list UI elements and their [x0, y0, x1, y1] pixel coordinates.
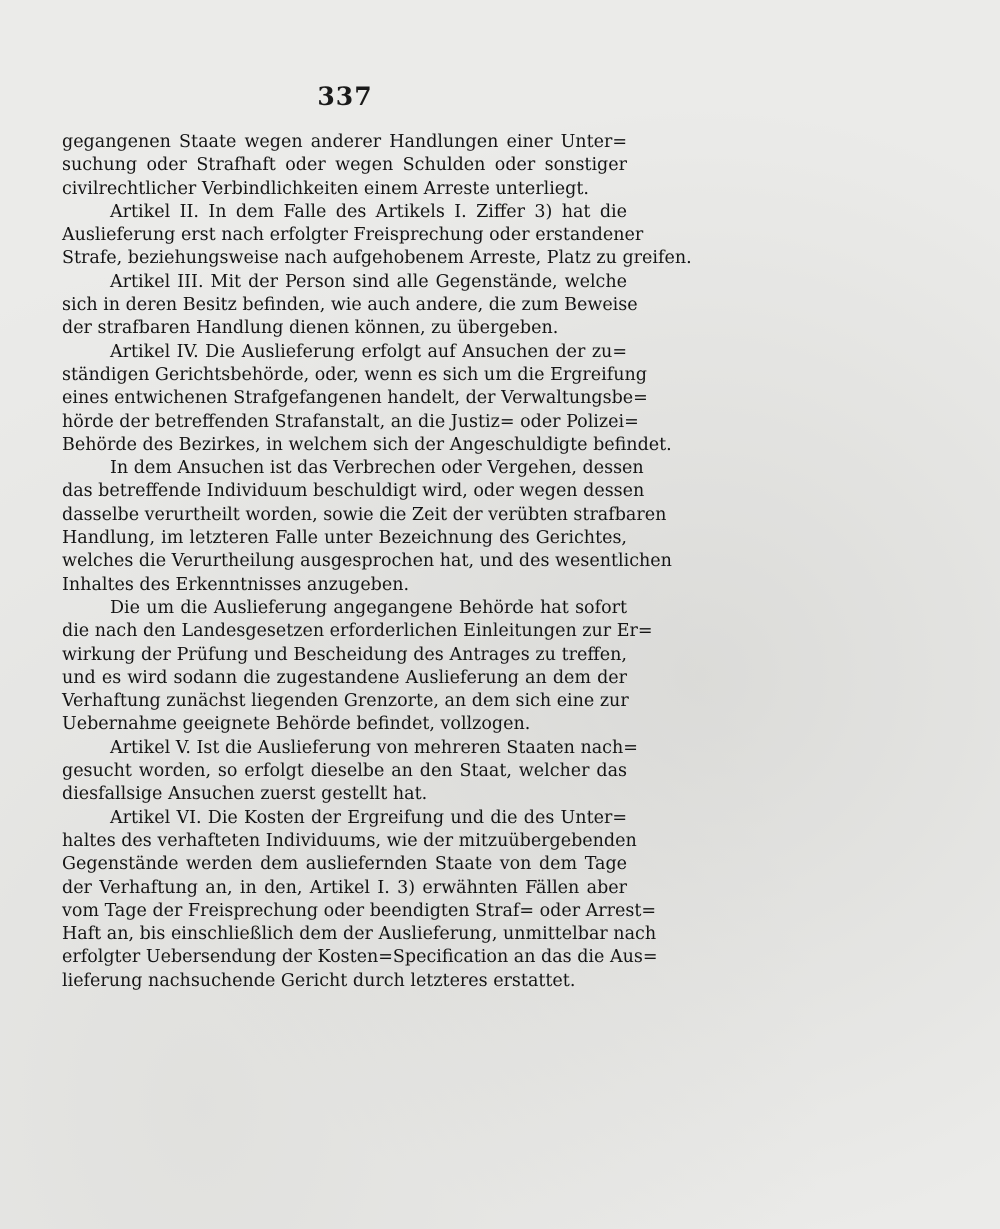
text-line: Die um die Auslieferung angegangene Behörde hat sofort [110, 597, 627, 618]
text-line: welches die Verurtheilung ausgesprochen hat, und des wesentlichen [62, 551, 672, 572]
article-heading-line: Artikel III. Mit der Person sind alle Gegenstände, welche [110, 271, 627, 292]
text-line: ständigen Gerichtsbehörde, oder, wenn es sich um die Ergreifung [62, 364, 647, 385]
text-line: und es wird sodann die zugestandene Auslieferung an dem der [62, 667, 627, 688]
text-line: In dem Ansuchen ist das Verbrechen oder Vergehen, dessen [110, 458, 644, 479]
text-line: der Verhaftung an, in den, Artikel I. 3) erwähnten Fällen aber [62, 877, 627, 898]
text-line: wirkung der Prüfung und Bescheidung des Antrages zu treffen, [62, 644, 627, 665]
article-heading-line: Artikel II. In dem Falle des Artikels I. Ziffer 3) hat die [110, 201, 627, 222]
text-line: gegangenen Staate wegen anderer Handlungen einer Unter= [62, 132, 627, 152]
text-line: lieferung nachsuchende Gericht durch letzteres erstattet. [62, 970, 576, 991]
text-line: Behörde des Bezirkes, in welchem sich der Angeschuldigte befindet. [62, 434, 672, 455]
text-line: vom Tage der Freisprechung oder beendigten Straf= oder Arrest= [62, 900, 657, 921]
text-line: Gegenstände werden dem ausliefernden Staate von dem Tage [62, 854, 627, 875]
text-line: erfolgter Uebersendung der Kosten=Specification an das die Aus= [62, 947, 658, 968]
text-line: civilrechtlicher Verbindlichkeiten einem Arreste unterliegt. [62, 178, 589, 199]
text-line: Strafe, beziehungsweise nach aufgehobenem Arreste, Platz zu greifen. [62, 248, 692, 269]
text-line: Uebernahme geeignete Behörde befindet, vollzogen. [62, 714, 531, 735]
text-line: haltes des verhafteten Individuums, wie der mitzuübergebenden [62, 830, 637, 851]
text-line: Inhaltes des Erkenntnisses anzugeben. [62, 574, 410, 595]
text-line: gesucht worden, so erfolgt dieselbe an den Staat, welcher das [62, 761, 627, 782]
text-line: Verhaftung zunächst liegenden Grenzorte, an dem sich eine zur [62, 691, 629, 712]
text-line: die nach den Landesgesetzen erforderlichen Einleitungen zur Er= [62, 621, 653, 642]
text-line: eines entwichenen Strafgefangenen handelt, der Verwaltungsbe= [62, 388, 648, 409]
article-heading-line: Artikel VI. Die Kosten der Ergreifung und die des Unter= [110, 807, 627, 828]
text-line: Haft an, bis einschließlich dem der Auslieferung, unmittelbar nach [62, 924, 657, 945]
text-line: Handlung, im letzteren Falle unter Bezeichnung des Gerichtes, [62, 528, 627, 549]
text-line: dasselbe verurtheilt worden, sowie die Zeit der verübten strafbaren [62, 504, 667, 525]
article-text [62, 131, 692, 993]
article-heading-line: Artikel IV. Die Auslieferung erfolgt auf Ansuchen der zu= [110, 341, 627, 362]
text-line: Auslieferung erst nach erfolgter Freisprechung oder erstandener [62, 225, 644, 246]
page-number: 337 [317, 82, 373, 111]
text-line: der strafbaren Handlung dienen können, zu übergeben. [62, 318, 559, 339]
text-line: diesfallsige Ansuchen zuerst gestellt hat. [62, 784, 428, 805]
text-line: sich in deren Besitz befinden, wie auch andere, die zum Beweise [62, 295, 638, 316]
text-line: das betreffende Individuum beschuldigt wird, oder wegen dessen [62, 481, 645, 502]
text-line: hörde der betreffenden Strafanstalt, an die Justiz= oder Polizei= [62, 411, 639, 432]
article-heading-line: Artikel V. Ist die Auslieferung von mehreren Staaten nach= [110, 737, 638, 758]
text-line: suchung oder Strafhaft oder wegen Schulden oder sonstiger [62, 155, 627, 176]
